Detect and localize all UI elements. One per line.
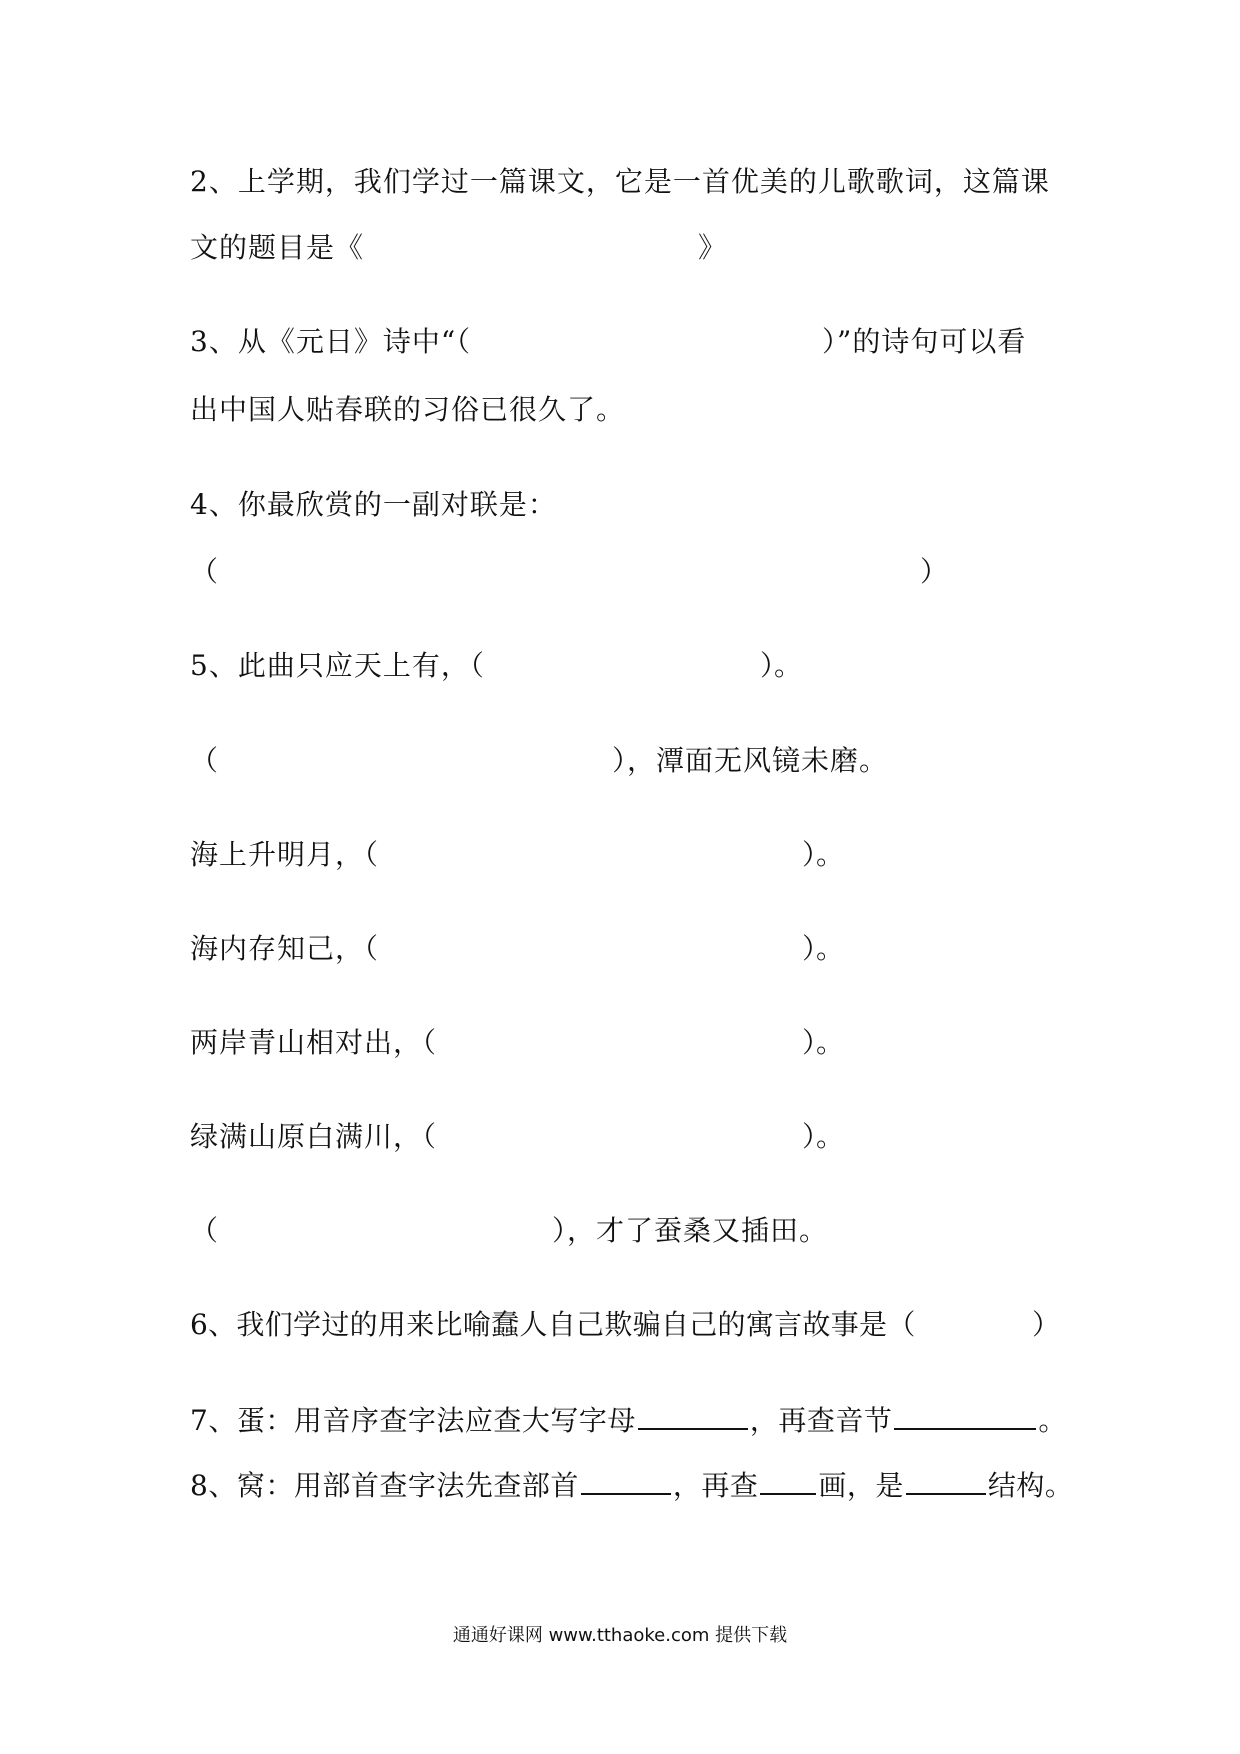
q8-line — [190, 1465, 1073, 1506]
q7-blank-syllable[interactable] — [894, 1400, 1036, 1430]
q5-line-2-end: ），潭面无风镜未磨。 — [612, 744, 889, 777]
q5-line-3-start: 海上升明月，（ — [190, 838, 380, 871]
q8-blank-strokes[interactable] — [760, 1465, 816, 1495]
q6-line-start: 6、我们学过的用来比喻蠢人自己欺骗自己的寓言故事是（ — [190, 1308, 916, 1341]
q7-blank-letter[interactable] — [638, 1400, 748, 1430]
q2-line-2 — [190, 228, 364, 268]
q2-line-1: 2、上学期，我们学过一篇课文，它是一首优美的儿歌歌词，这篇课 — [190, 165, 1050, 198]
q5-line-1-start: 5、此曲只应天上有，（ — [190, 649, 485, 682]
q7-text-2: ，再查音节 — [749, 1404, 893, 1437]
q6-line-end: ） — [1032, 1308, 1061, 1341]
q7-text-1: 7、蛋：用音序查字法应查大写字母 — [190, 1404, 636, 1437]
q5-line-5-end: ）。 — [802, 1026, 845, 1059]
q8-text-4: 结构。 — [987, 1469, 1074, 1502]
q8-text-3: 画，是 — [818, 1469, 904, 1502]
q8-blank-structure[interactable] — [906, 1465, 986, 1495]
q4-answer-close: ） — [920, 555, 949, 588]
q5-line-7-open: （ — [190, 1214, 219, 1247]
q2-title-close: 》 — [698, 231, 727, 264]
q7-line — [190, 1400, 1067, 1441]
q7-text-3: 。 — [1038, 1404, 1067, 1437]
q8-blank-radical[interactable] — [581, 1465, 671, 1495]
q5-line-1-end: ）。 — [760, 649, 803, 682]
q2-line-2-start: 文的题目是《 — [190, 231, 365, 264]
q5-line-3-end: ）。 — [802, 838, 845, 871]
q4-line-1: 4、你最欣赏的一副对联是： — [190, 488, 557, 521]
q5-line-6-start: 绿满山原白满川，（ — [190, 1120, 438, 1153]
q3-line-1-start: 3、从《元日》诗中“（ — [190, 325, 472, 358]
q3-line-2: 出中国人贴春联的习俗已很久了。 — [190, 393, 626, 426]
q8-text-1: 8、窝：用部首查字法先查部首 — [190, 1469, 579, 1502]
q5-line-7-end: ），才了蚕桑又插田。 — [552, 1214, 829, 1247]
q5-line-4-start: 海内存知己，（ — [190, 932, 380, 965]
q5-line-5-start: 两岸青山相对出，（ — [190, 1026, 438, 1059]
q8-text-2: ，再查 — [672, 1469, 759, 1502]
q5-line-2-open: （ — [190, 744, 219, 777]
q4-answer-open: （ — [190, 555, 219, 588]
q5-line-6-end: ）。 — [802, 1120, 845, 1153]
footer-credit: 通通好课网 www.tthaoke.com 提供下载 — [452, 1625, 788, 1646]
q3-line-1-end: ）”的诗句可以看 — [822, 325, 1027, 358]
q5-line-4-end: ）。 — [802, 932, 845, 965]
